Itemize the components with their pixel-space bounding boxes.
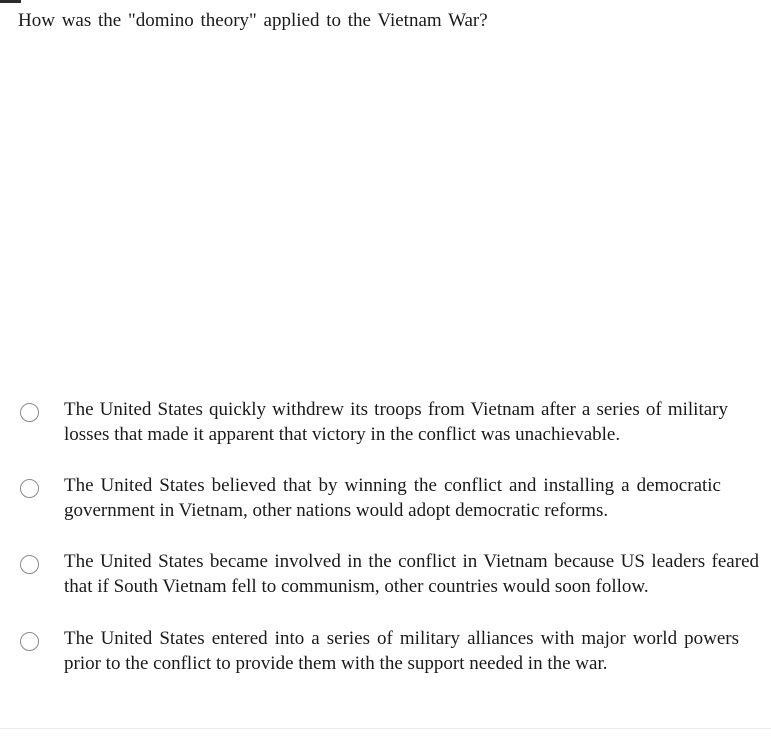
answer-option-label: The United States quickly withdrew its troops from Vietnam after a series of military losses that made it apparent that victory in the conflict was unachievable.: [64, 399, 728, 445]
radio-button-icon[interactable]: [20, 403, 39, 422]
radio-button-icon[interactable]: [20, 632, 39, 651]
answer-option-label: The United States became involved in the conflict in Vietnam because US leaders feared that if South Vietnam fell to communism, other countries would soon follow.: [64, 551, 759, 597]
radio-button-icon[interactable]: [20, 555, 39, 574]
bottom-divider: [0, 728, 771, 729]
answer-option-label: The United States entered into a series of military alliances with major world powers prior to the conflict to provide them with the support needed in the war.: [64, 628, 739, 674]
question-text: How was the "domino theory" applied to the Vietnam War?: [18, 10, 488, 31]
answer-option-label: The United States believed that by winning the conflict and installing a democratic government in Vietnam, other nations would adopt democratic reforms.: [64, 475, 721, 521]
radio-button-icon[interactable]: [20, 479, 39, 498]
